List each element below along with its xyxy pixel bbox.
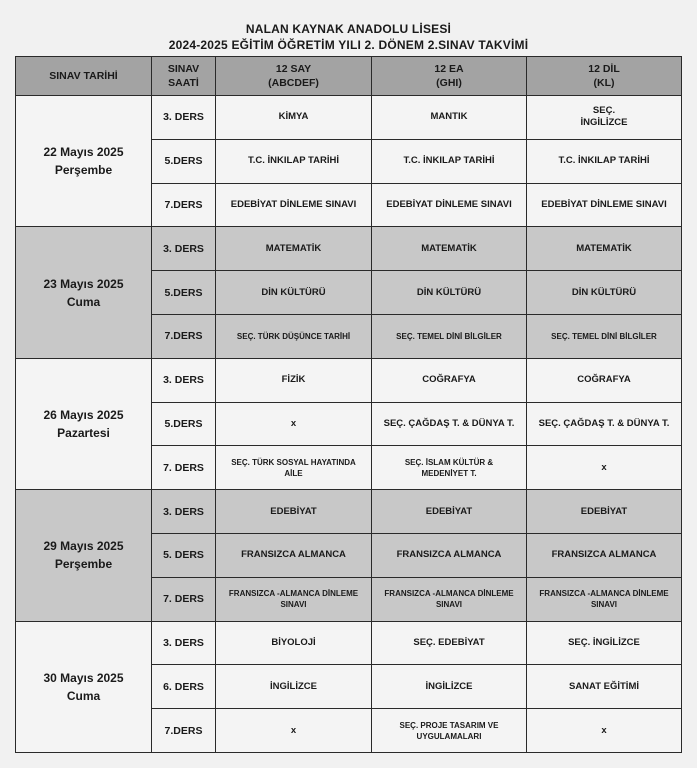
header-class-dil: 12 DİL (KL)	[527, 57, 682, 96]
slot-cell: 7. DERS	[152, 446, 216, 490]
exam-cell: SANAT EĞİTİMİ	[527, 665, 682, 709]
header-slot: SINAV SAATİ	[152, 57, 216, 96]
exam-cell: SEÇ. PROJE TASARIM VE UYGULAMALARI	[372, 709, 527, 753]
slot-cell: 6. DERS	[152, 665, 216, 709]
exam-cell: T.C. İNKILAP TARİHİ	[372, 139, 527, 183]
header-date: SINAV TARİHİ	[16, 57, 152, 96]
exam-cell: FRANSIZCA -ALMANCA DİNLEME SINAVI	[372, 577, 527, 621]
exam-cell: FRANSIZCA ALMANCA	[527, 533, 682, 577]
exam-cell: FRANSIZCA ALMANCA	[216, 533, 372, 577]
exam-cell: COĞRAFYA	[527, 358, 682, 402]
table-header-row	[16, 57, 682, 96]
exam-cell: DİN KÜLTÜRÜ	[216, 271, 372, 315]
exam-cell: SEÇ. İNGİLİZCE	[527, 621, 682, 665]
slot-cell: 7.DERS	[152, 709, 216, 753]
slot-cell: 7.DERS	[152, 314, 216, 358]
exam-cell: EDEBİYAT	[527, 490, 682, 534]
exam-date-cell: 26 Mayıs 2025 Pazartesi	[16, 358, 152, 489]
exam-cell: SEÇ. ÇAĞDAŞ T. & DÜNYA T.	[527, 402, 682, 446]
exam-cell: x	[527, 709, 682, 753]
table-row	[16, 227, 682, 271]
exam-cell: DİN KÜLTÜRÜ	[527, 271, 682, 315]
exam-cell: EDEBİYAT DİNLEME SINAVI	[372, 183, 527, 227]
exam-cell: x	[527, 446, 682, 490]
exam-cell: KİMYA	[216, 96, 372, 140]
slot-cell: 3. DERS	[152, 227, 216, 271]
exam-date-cell: 30 Mayıs 2025 Cuma	[16, 621, 152, 752]
exam-date-cell: 23 Mayıs 2025 Cuma	[16, 227, 152, 358]
exam-cell: SEÇ. İNGİLİZCE	[527, 96, 682, 140]
exam-cell: SEÇ. TÜRK SOSYAL HAYATINDA AİLE	[216, 446, 372, 490]
schedule-subtitle: 2024-2025 EĞİTİM ÖĞRETİM YILI 2. DÖNEM 2.SINAV TAKVİMİ	[168, 38, 529, 52]
exam-cell: BİYOLOJİ	[216, 621, 372, 665]
slot-cell: 5.DERS	[152, 139, 216, 183]
exam-cell: FRANSIZCA ALMANCA	[372, 533, 527, 577]
exam-schedule-table	[15, 56, 682, 753]
exam-cell: T.C. İNKILAP TARİHİ	[527, 139, 682, 183]
exam-cell: EDEBİYAT DİNLEME SINAVI	[216, 183, 372, 227]
exam-cell: SEÇ. TEMEL DİNİ BİLGİLER	[527, 314, 682, 358]
exam-cell: SEÇ. EDEBİYAT	[372, 621, 527, 665]
exam-cell: FRANSIZCA -ALMANCA DİNLEME SINAVI	[216, 577, 372, 621]
slot-cell: 3. DERS	[152, 621, 216, 665]
school-title: NALAN KAYNAK ANADOLU LİSESİ	[245, 22, 452, 36]
exam-cell: İNGİLİZCE	[216, 665, 372, 709]
slot-cell: 5. DERS	[152, 533, 216, 577]
exam-cell: MATEMATİK	[216, 227, 372, 271]
exam-cell: EDEBİYAT	[216, 490, 372, 534]
exam-date-cell: 22 Mayıs 2025 Perşembe	[16, 96, 152, 227]
exam-cell: SEÇ. İSLAM KÜLTÜR & MEDENİYET T.	[372, 446, 527, 490]
exam-cell: MATEMATİK	[527, 227, 682, 271]
header-class-say: 12 SAY (ABCDEF)	[216, 57, 372, 96]
slot-cell: 7.DERS	[152, 183, 216, 227]
exam-date-cell: 29 Mayıs 2025 Perşembe	[16, 490, 152, 621]
table-row	[16, 358, 682, 402]
exam-cell: x	[216, 709, 372, 753]
table-row	[16, 96, 682, 140]
table-row	[16, 621, 682, 665]
exam-cell: MANTIK	[372, 96, 527, 140]
slot-cell: 7. DERS	[152, 577, 216, 621]
slot-cell: 5.DERS	[152, 402, 216, 446]
exam-cell: MATEMATİK	[372, 227, 527, 271]
exam-cell: EDEBİYAT	[372, 490, 527, 534]
slot-cell: 5.DERS	[152, 271, 216, 315]
exam-cell: İNGİLİZCE	[372, 665, 527, 709]
exam-cell: DİN KÜLTÜRÜ	[372, 271, 527, 315]
exam-cell: FİZİK	[216, 358, 372, 402]
slot-cell: 3. DERS	[152, 490, 216, 534]
exam-cell: SEÇ. TEMEL DİNİ BİLGİLER	[372, 314, 527, 358]
exam-cell: COĞRAFYA	[372, 358, 527, 402]
exam-cell: SEÇ. TÜRK DÜŞÜNCE TARİHİ	[216, 314, 372, 358]
slot-cell: 3. DERS	[152, 96, 216, 140]
exam-cell: x	[216, 402, 372, 446]
exam-cell: FRANSIZCA -ALMANCA DİNLEME SINAVI	[527, 577, 682, 621]
exam-cell: SEÇ. ÇAĞDAŞ T. & DÜNYA T.	[372, 402, 527, 446]
table-row	[16, 490, 682, 534]
slot-cell: 3. DERS	[152, 358, 216, 402]
exam-cell: T.C. İNKILAP TARİHİ	[216, 139, 372, 183]
header-class-ea: 12 EA (GHI)	[372, 57, 527, 96]
exam-cell: EDEBİYAT DİNLEME SINAVI	[527, 183, 682, 227]
